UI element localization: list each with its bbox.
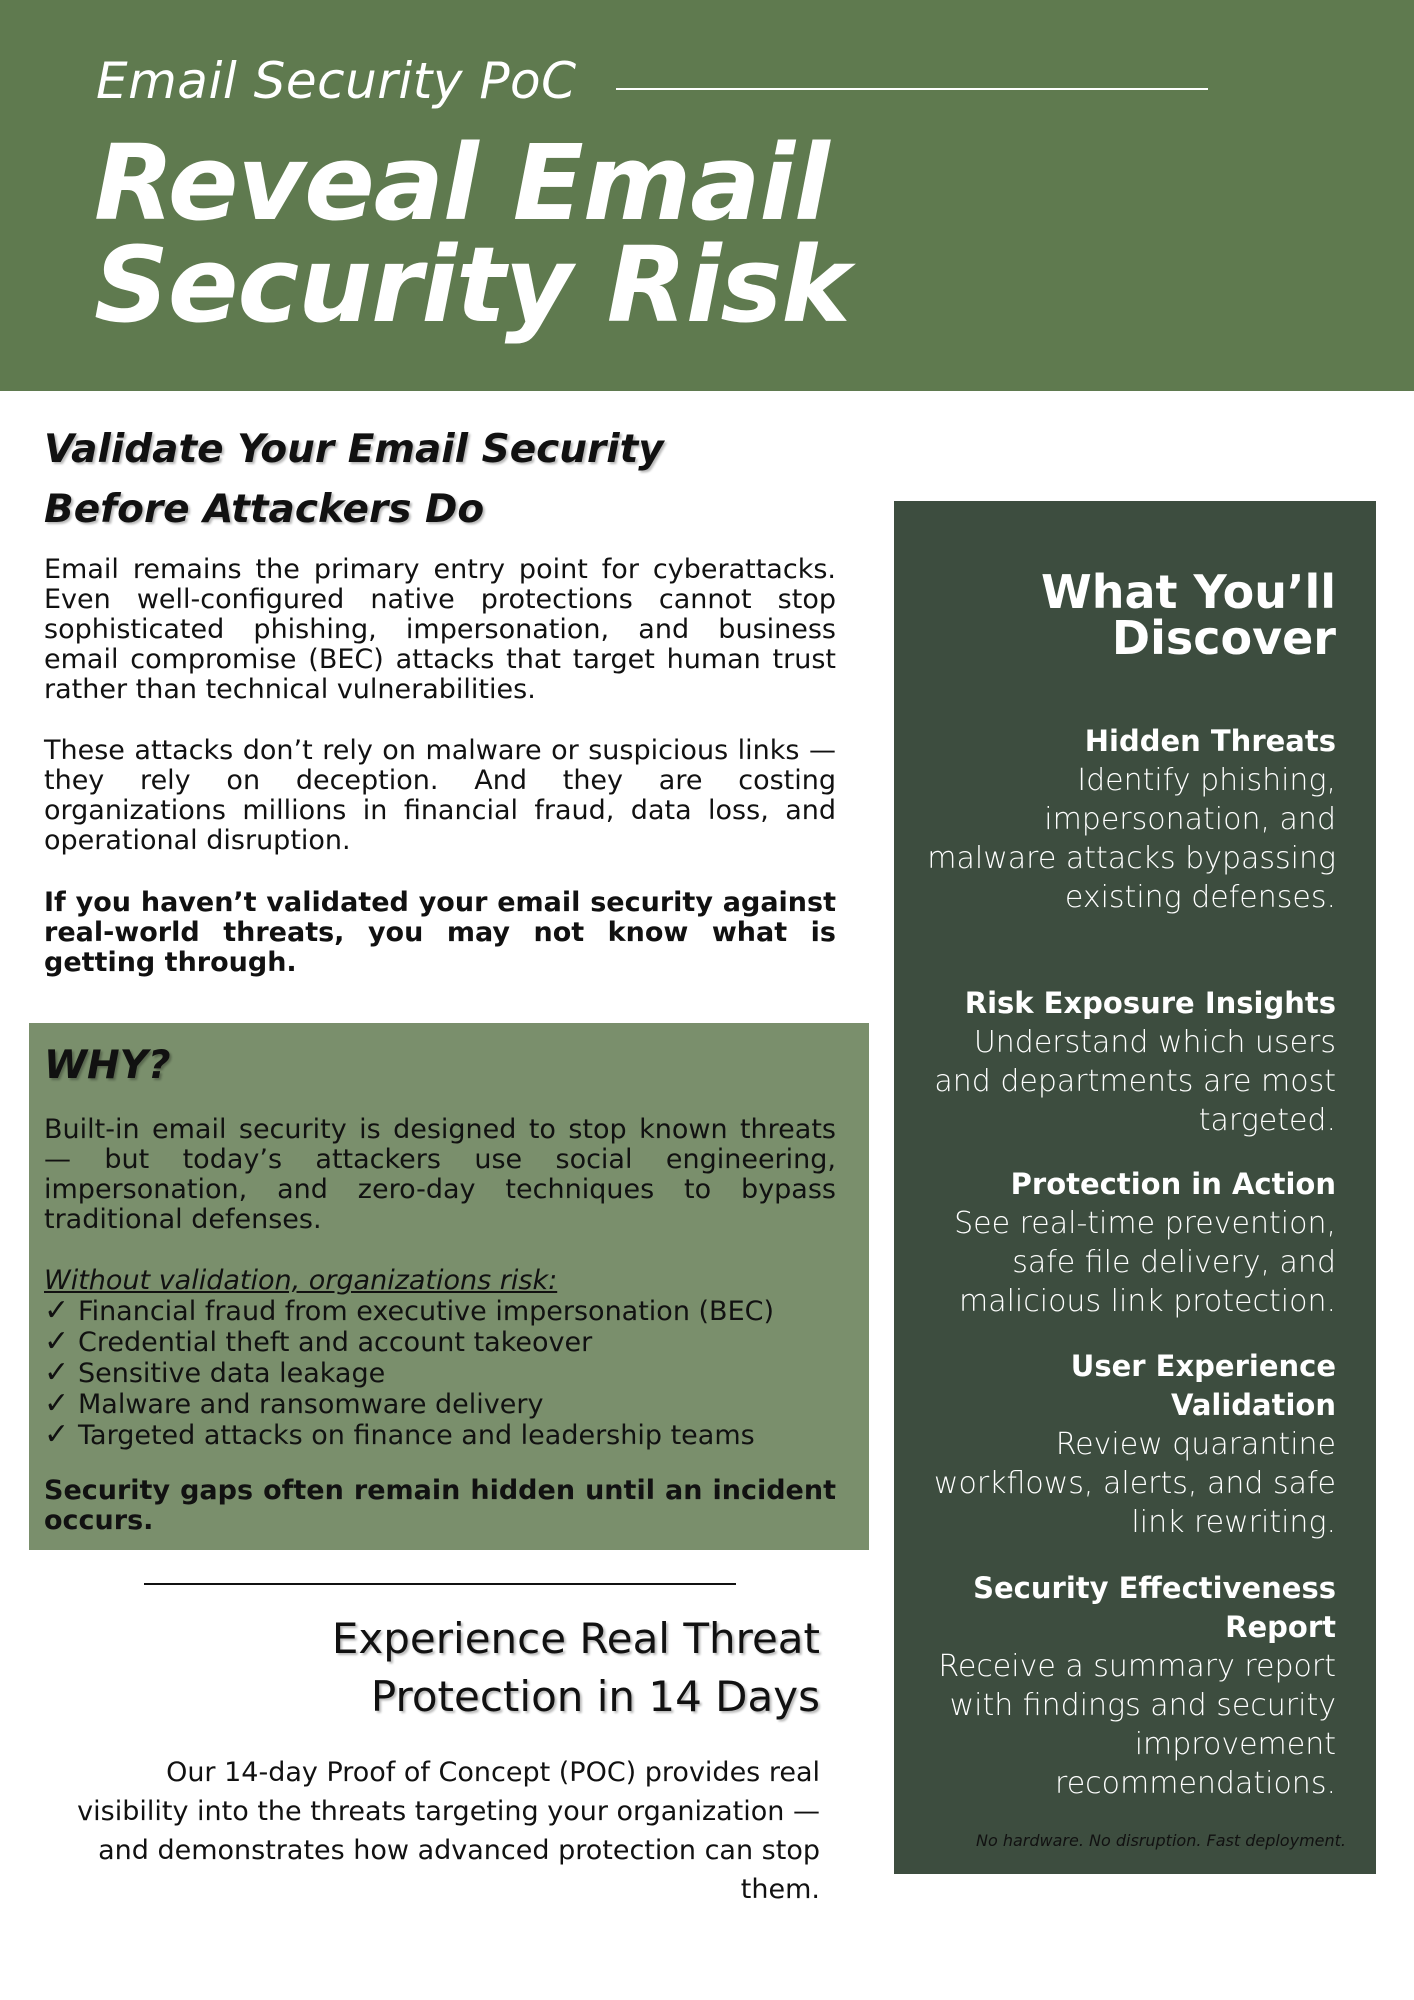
check-icon: ✓ — [44, 1417, 70, 1452]
header-banner — [0, 0, 1414, 391]
why-risk-label: Without validation, organizations risk: — [44, 1265, 558, 1296]
discover-item-heading: Protection in Action — [1010, 1167, 1336, 1201]
title-line-1: Reveal Email — [94, 122, 829, 244]
list-item — [44, 1386, 774, 1421]
intro-paragraph-3: If you haven’t validated your email security against real-world threats, you may not know what is getting through. — [44, 887, 836, 978]
risk-text: Credential theft and account takeover — [78, 1327, 593, 1358]
list-item — [44, 1293, 775, 1328]
discover-item-heading: Hidden Threats — [1084, 724, 1336, 758]
discover-item-hidden-threats — [916, 722, 1336, 917]
check-icon: ✓ — [44, 1324, 70, 1359]
list-item — [44, 1355, 774, 1390]
why-title: WHY? — [44, 1043, 171, 1088]
sidebar-title — [916, 565, 1336, 665]
eyebrow-divider — [616, 88, 1208, 90]
check-icon: ✓ — [44, 1355, 70, 1390]
intro-paragraph-1: Email remains the primary entry point for cyberattacks. Even well-configured native protections cannot stop sophisticated phishing, impersonation, and business email compromise (BEC) attacks that target human trust rather than technical vulnerabilities. — [44, 554, 836, 705]
discover-item-body: See real-time prevention, safe file delivery, and malicious link protection. — [954, 1206, 1336, 1319]
intro-heading-line-1: Validate Your Email Security — [44, 427, 664, 472]
experience-title-line-2: Protection in 14 Days — [370, 1672, 820, 1721]
discover-item-body: Understand which users and departments are most targeted. — [934, 1025, 1336, 1138]
discover-item-risk-exposure — [916, 984, 1336, 1140]
list-item — [44, 1417, 774, 1452]
risk-text: Financial fraud from executive impersonation (BEC) — [78, 1296, 775, 1327]
sidebar-title-line-2: Discover — [1111, 611, 1336, 665]
check-icon: ✓ — [44, 1386, 70, 1421]
discover-item-user-experience — [916, 1347, 1336, 1542]
check-icon: ✓ — [44, 1293, 70, 1328]
intro-heading-line-2: Before Attackers Do — [44, 487, 485, 532]
discover-item-heading: Risk Exposure Insights — [964, 986, 1336, 1020]
risk-list — [44, 1293, 775, 1452]
discover-item-body: Identify phishing, impersonation, and malware attacks bypassing existing defenses. — [927, 763, 1336, 915]
title-line-2: Security Risk — [94, 224, 850, 346]
sidebar-title-line-1: What You’ll — [1041, 565, 1336, 619]
why-section — [29, 1023, 869, 1550]
discover-item-report — [916, 1569, 1336, 1803]
discover-item-heading: User Experience Validation — [1070, 1349, 1336, 1422]
risk-text: Targeted attacks on finance and leadership teams — [78, 1420, 755, 1451]
why-footer: Security gaps often remain hidden until an incident occurs. — [44, 1475, 836, 1536]
discover-item-protection — [916, 1165, 1336, 1321]
experience-title-line-1: Experience Real Threat — [331, 1614, 820, 1663]
eyebrow-label: Email Security PoC — [96, 52, 577, 110]
experience-title — [80, 1610, 820, 1726]
page-title — [94, 122, 850, 346]
why-text: Built-in email security is designed to stop known threats — but today’s attackers use social engineering, impersonation, and zero-day techniques to bypass traditional defenses. — [44, 1114, 836, 1235]
discover-item-heading: Security Effectiveness Report — [973, 1571, 1336, 1644]
discover-item-body: Receive a summary report with findings and security improvement recommendations. — [938, 1649, 1336, 1801]
list-item — [44, 1324, 774, 1359]
experience-text: Our 14-day Proof of Concept (POC) provides real visibility into the threats targeting your organization — and demonstrates how advanced protection can stop them. — [77, 1757, 820, 1905]
section-divider — [144, 1583, 736, 1585]
risk-text: Malware and ransomware delivery — [78, 1389, 544, 1420]
sidebar-discover — [894, 501, 1376, 1874]
sidebar-note: No hardware. No disruption. Fast deployment. — [976, 1831, 1346, 1850]
discover-item-body: Review quarantine workflows, alerts, and safe link rewriting. — [933, 1427, 1336, 1540]
intro-heading — [44, 420, 804, 540]
intro-paragraph-2: These attacks don’t rely on malware or suspicious links — they rely on deception. And they are costing organizations millions in financial fraud, data loss, and operational disruption. — [44, 735, 836, 856]
risk-text: Sensitive data leakage — [78, 1358, 386, 1389]
